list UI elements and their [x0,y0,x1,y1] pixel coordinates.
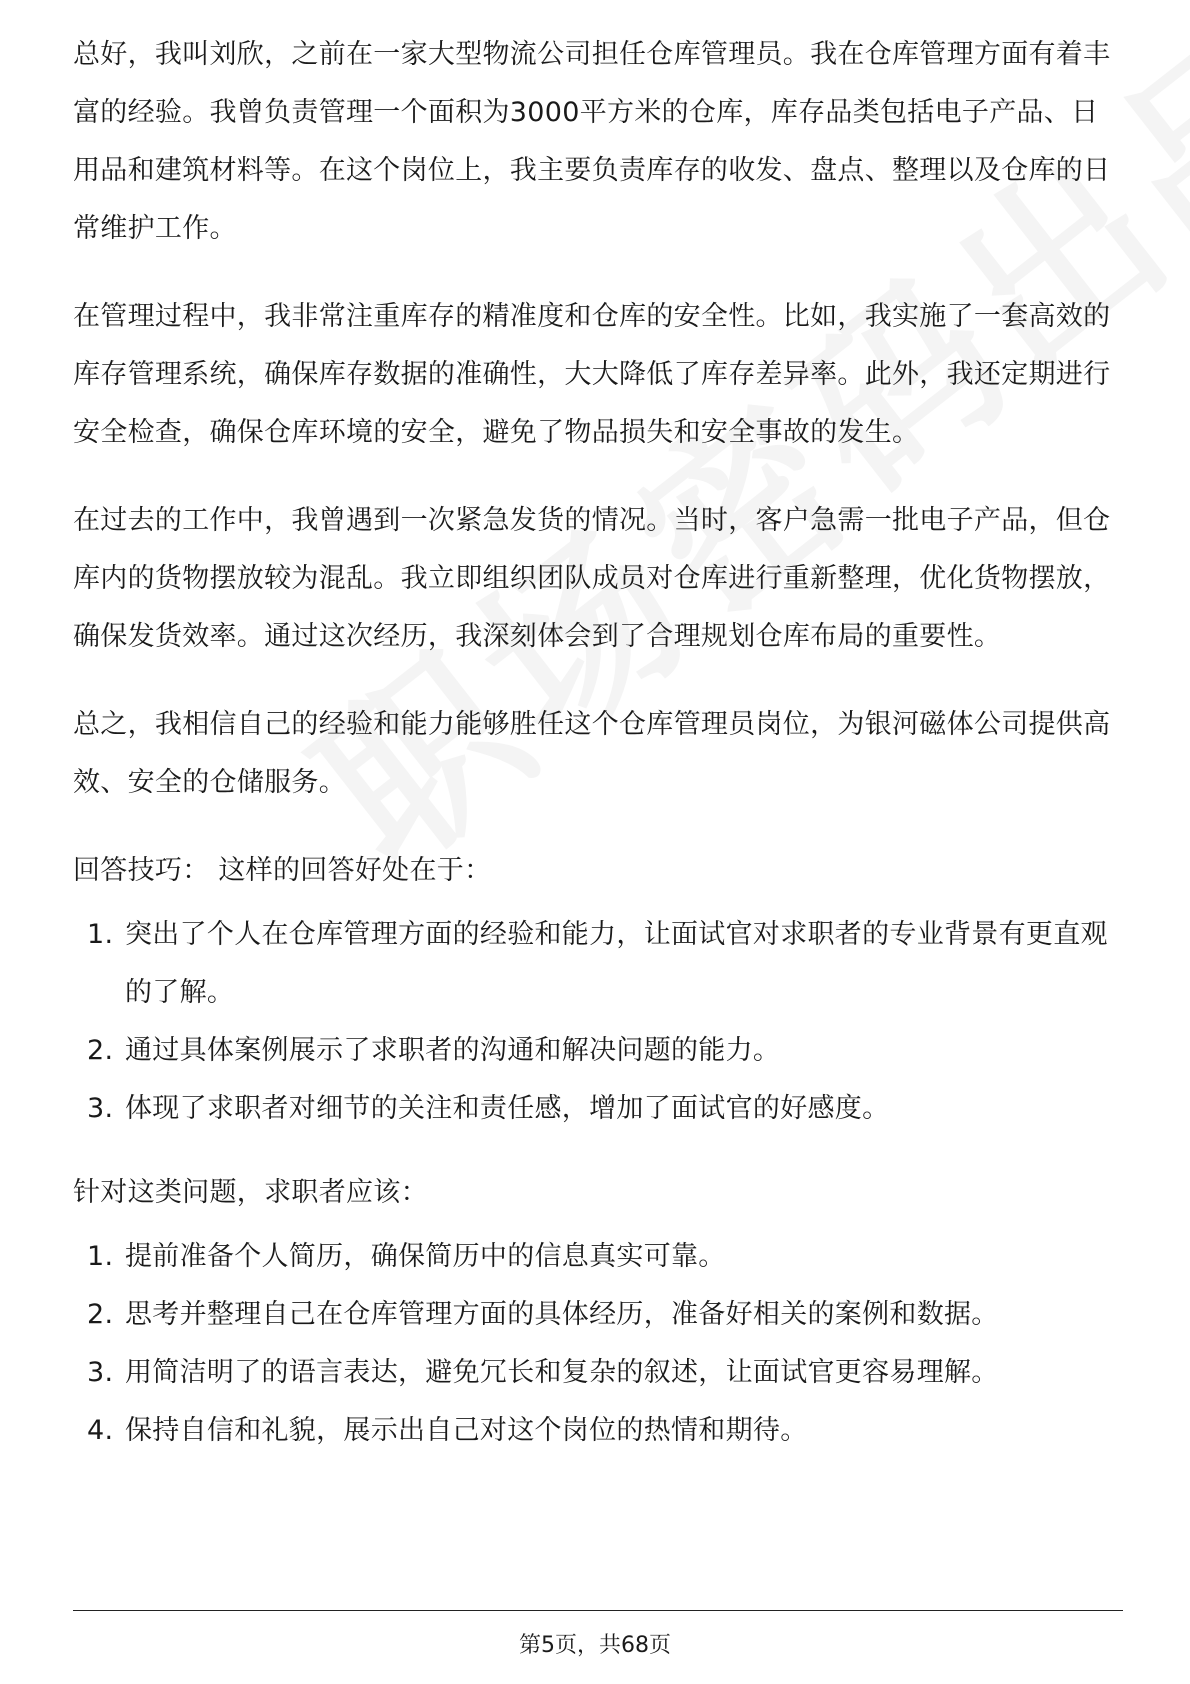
advice-heading: 针对这类问题，求职者应该： [73,1177,428,1208]
list-item-text: 提前准备个人简历，确保简历中的信息真实可靠。 [125,1241,726,1272]
list-number: 1. [87,919,114,950]
list-number: 3. [87,1093,114,1124]
document-body [73,30,1123,1486]
list-number: 1. [87,1241,114,1272]
footer-divider [73,1610,1123,1611]
list-number: 4. [87,1415,114,1446]
list-item [73,1022,1123,1080]
list-number: 2. [87,1299,114,1330]
list-item-text: 用简洁明了的语言表达，避免冗长和复杂的叙述，让面试官更容易理解。 [125,1357,999,1388]
paragraph-management: 在管理过程中，我非常注重库存的精准度和仓库的安全性。比如，我实施了一套高效的库存管理系统，确保库存数据的准确性，大大降低了库存差异率。此外，我还定期进行安全检查，确保仓库环境的安全，避免了物品损失和安全事故的发生。 [73,301,1111,448]
paragraph-intro: 总好，我叫刘欣，之前在一家大型物流公司担任仓库管理员。我在仓库管理方面有着丰富的经验。我曾负责管理一个面积为3000平方米的仓库，库存品类包括电子产品、日用品和建筑材料等。在这个岗位上，我主要负责库存的收发、盘点、整理以及仓库的日常维护工作。 [73,39,1111,244]
advice-list [73,1228,1123,1460]
list-number: 3. [87,1357,114,1388]
paragraph-experience: 在过去的工作中，我曾遇到一次紧急发货的情况。当时，客户急需一批电子产品，但仓库内的货物摆放较为混乱。我立即组织团队成员对仓库进行重新整理，优化货物摆放，确保发货效率。通过这次经历，我深刻体会到了合理规划仓库布局的重要性。 [73,505,1111,652]
list-item [73,1080,1123,1138]
list-item-text: 思考并整理自己在仓库管理方面的具体经历，准备好相关的案例和数据。 [125,1299,999,1330]
list-number: 2. [87,1035,114,1066]
list-item-text: 体现了求职者对细节的关注和责任感，增加了面试官的好感度。 [125,1093,890,1124]
list-item-text: 保持自信和礼貌，展示出自己对这个岗位的热情和期待。 [125,1415,808,1446]
tips-list [73,906,1123,1138]
page-number: 第5页，共68页 [519,1633,671,1658]
list-item-text: 突出了个人在仓库管理方面的经验和能力，让面试官对求职者的专业背景有更直观的了解。 [125,919,1108,1008]
list-item [73,906,1123,1022]
tips-heading: 回答技巧： 这样的回答好处在于： [73,855,492,886]
list-item [73,1344,1123,1402]
list-item [73,1286,1123,1344]
list-item-text: 通过具体案例展示了求职者的沟通和解决问题的能力。 [125,1035,781,1066]
list-item [73,1228,1123,1286]
list-item [73,1402,1123,1460]
paragraph-conclusion: 总之，我相信自己的经验和能力能够胜任这个仓库管理员岗位，为银河磁体公司提供高效、安全的仓储服务。 [73,709,1111,798]
